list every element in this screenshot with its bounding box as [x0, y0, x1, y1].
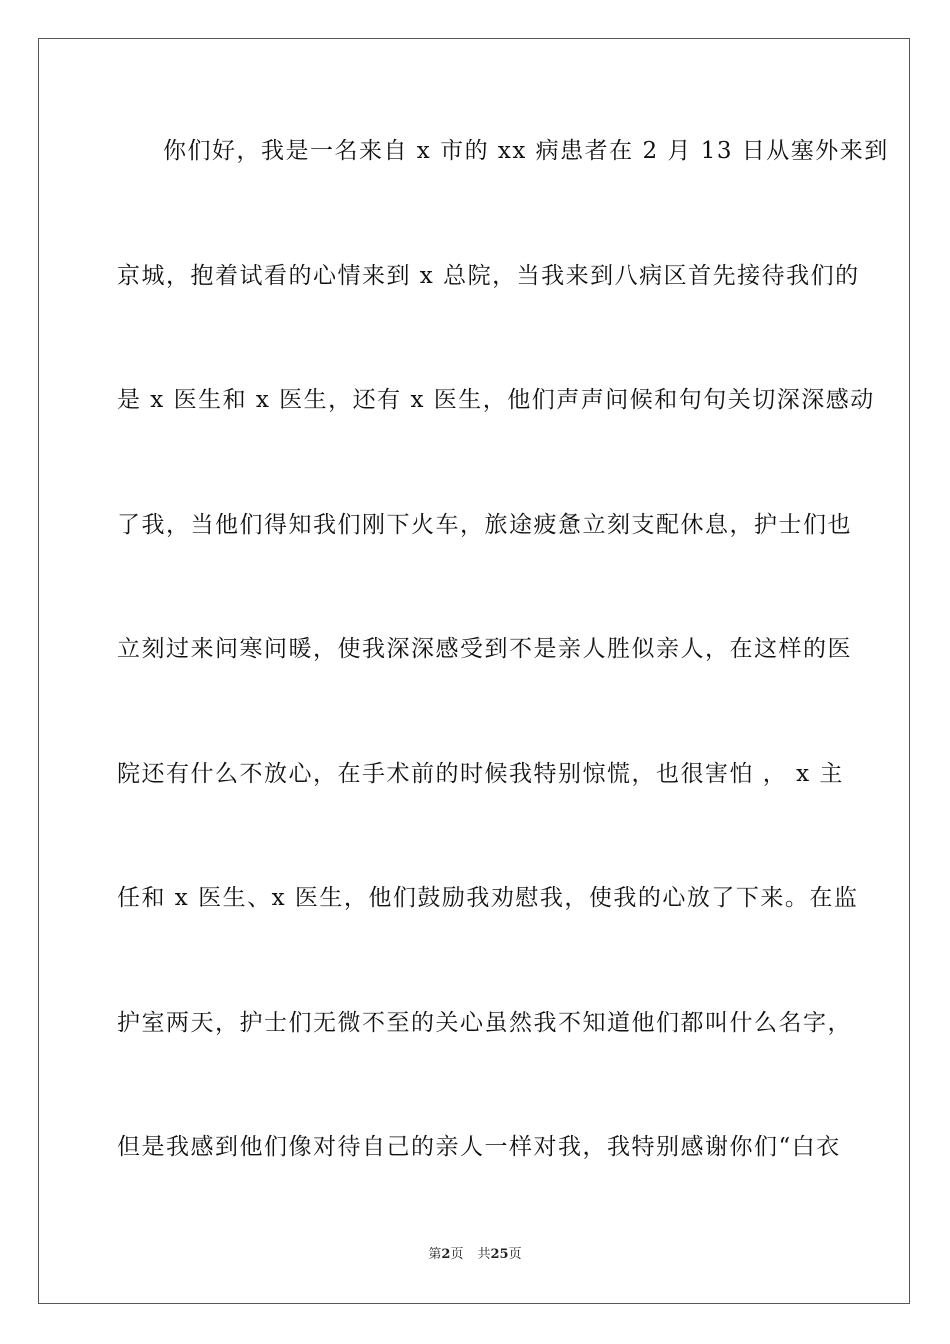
page-suffix: 页: [450, 1247, 464, 1262]
paragraph-line-5: 立刻过来问寒问暖，使我深深感受到不是亲人胜似亲人，在这样的医: [117, 636, 852, 662]
document-body: [117, 124, 889, 1245]
paragraph-line-1: 你们好，我是一名来自 x 市的 xx 病患者在 2 月 13 日从塞外来到: [163, 138, 889, 164]
page-footer: [0, 1246, 950, 1264]
page-number: 2: [441, 1247, 451, 1262]
paragraph-line-3: 是 x 医生和 x 医生，还有 x 医生，他们声声问候和句句关切深深感动: [117, 387, 875, 413]
page-prefix: 第: [428, 1247, 442, 1262]
total-pages: 25: [490, 1247, 509, 1262]
paragraph-line-2: 京城，抱着试看的心情来到 x 总院，当我来到八病区首先接待我们的: [117, 262, 860, 289]
paragraph-line-4: 了我，当他们得知我们刚下火车，旅途疲惫立刻支配休息，护士们也: [117, 511, 852, 538]
total-suffix: 页: [508, 1247, 522, 1262]
paragraph-line-8: 护室两天，护士们无微不至的关心虽然我不知道他们都叫什么名字，: [117, 1009, 852, 1036]
paragraph-line-7: 任和 x 医生、x 医生，他们鼓励我劝慰我，使我的心放了下来。在监: [117, 885, 859, 911]
paragraph-line-9: 但是我感到他们像对待自己的亲人一样对我，我特别感谢你们“白衣: [117, 1134, 841, 1160]
paragraph-line-6: 院还有什么不放心，在手术前的时候我特别惊慌，也很害怕 ， x 主: [117, 760, 844, 787]
total-prefix: 共: [477, 1247, 491, 1262]
